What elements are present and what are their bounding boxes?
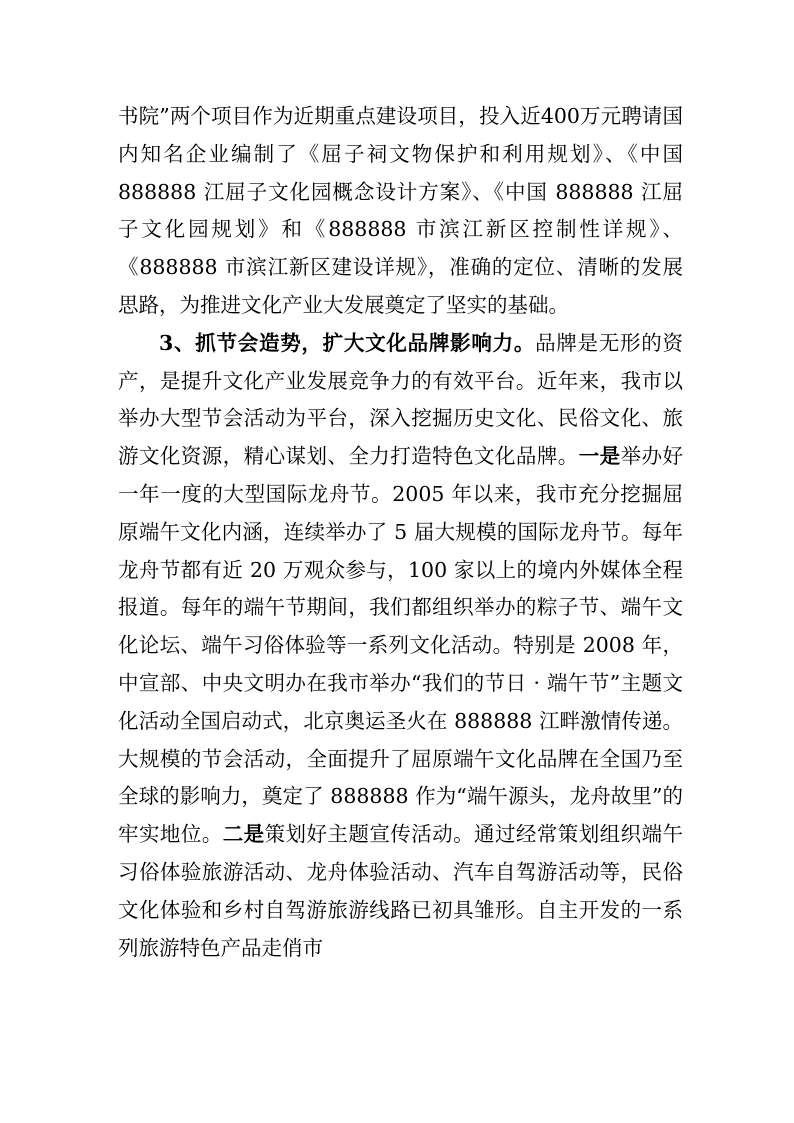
paragraph-2 bbox=[118, 325, 683, 968]
paragraph-2-text-2: 举办好一年一度的大型国际龙舟节。2005 年以来，我市充分挖掘屈原端午文化内涵，连续举办了 5 届大规模的国际龙舟节。每年龙舟节都有近 20 万观众参与，100 家以上的境内外媒体全程报道。每年的端午节期间，我们都组织举办的粽子节、端午文化论坛、端午习俗体验等一系列文化活动。特别是 2008 年，中宣部、中央文明办在我市举办“我们的节日 · 端午节”主题文化活动全国启动式，北京奥运圣火在 888888 江畔激情传递。大规模的节会活动，全面提升了屈原端午文化品牌在全国乃至全球的影响力，奠定了 888888 作为“端午源头，龙舟故里”的牢实地位。 bbox=[118, 444, 684, 847]
item-label-2: 二是 bbox=[222, 822, 265, 847]
paragraph-2-text-1: 品牌是无形的资产，是提升文化产业发展竞争力的有效平台。近年来，我市以举办大型节会活动为平台，深入挖掘历史文化、民俗文化、旅游文化资源，精心谋划、全力打造特色文化品牌。 bbox=[118, 330, 684, 469]
paragraph-1-text: 书院”两个项目作为近期重点建设项目，投入近400万元聘请国内知名企业编制了《屈子祠文物保护和利用规划》、《中国 888888 江屈子文化园概念设计方案》、《中国 888888 江屈子文化园规划》和《888888 市滨江新区控制性详规》、《888888 市滨江新区建设详规》，准确的定位、清晰的发展思路，为推进文化产业大发展奠定了坚实的基础。 bbox=[118, 104, 683, 317]
document-page bbox=[118, 98, 683, 967]
paragraph-2-text-3: 策划好主题宣传活动。通过经常策划组织端午习俗体验旅游活动、龙舟体验活动、汽车自驾游活动等，民俗文化体验和乡村自驾游旅游线路已初具雏形。自主开发的一系列旅游特色产品走俏市 bbox=[118, 822, 684, 960]
section-heading: 3、抓节会造势，扩大文化品牌影响力。 bbox=[159, 330, 536, 355]
item-label-1: 一是 bbox=[578, 444, 621, 469]
paragraph-1 bbox=[118, 98, 683, 325]
